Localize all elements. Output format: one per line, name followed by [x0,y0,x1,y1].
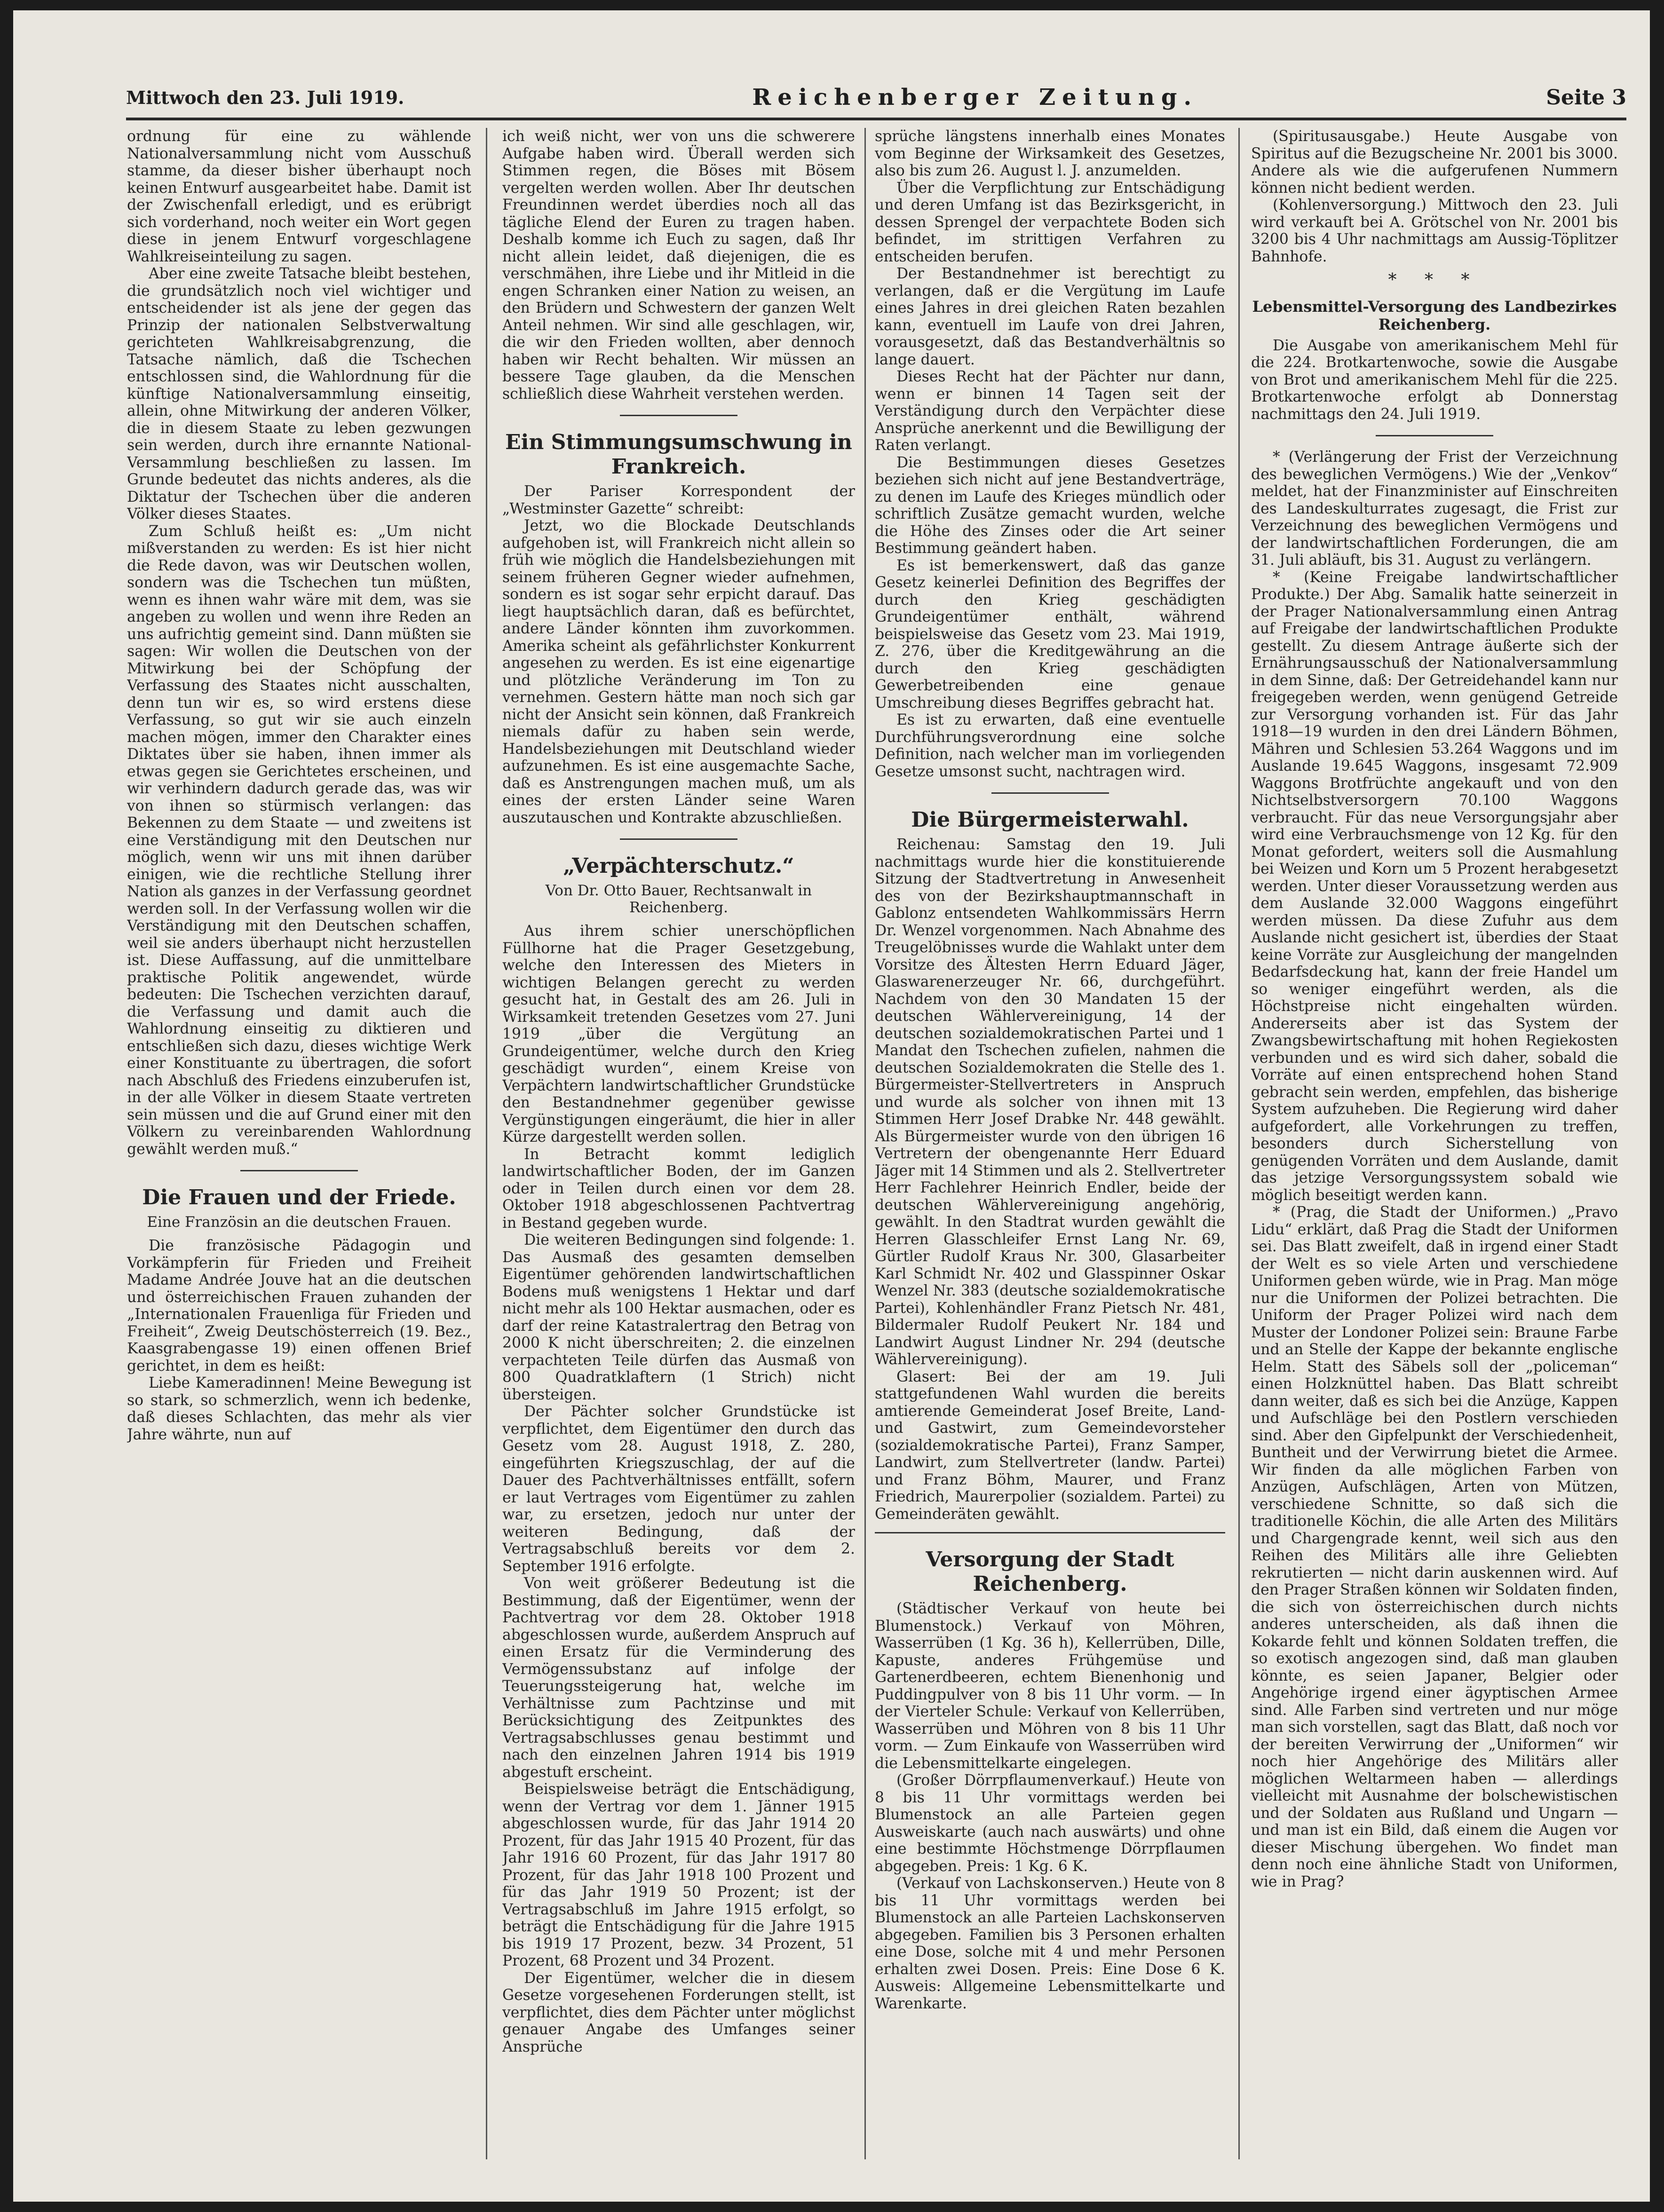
article-paragraph: Die weiteren Bedingungen sind folgende: 1. Das Ausmaß des gesamten demselben Eigentümer gehörenden landwirtschaftlichen Bodens muß wenigstens 1 Hektar und darf nicht mehr als 100 Hektar ausmachen, oder es darf der reine Katastralertrag den Betrag von 2000 K nicht überschreiten; 2. die einzelnen verpachteten Teile dürfen das Ausmaß von 800 Quadratklaftern (1 Strich) nicht übersteigen. [502,1232,855,1403]
article-paragraph: Der Pächter solcher Grundstücke ist verpflichtet, dem Eigentümer den durch das Gesetz vom 28. August 1918, Z. 280, eingeführten Kriegszuschlag, der auf die Dauer des Pachtverhältnisses entfällt, sofern er laut Vertrages vom Eigentümer zu zahlen war, zu ersetzen, jedoch nur unter der weiteren Bedingung, daß der Vertragsabschluß bereits vor dem 2. September 1916 erfolgte. [502,1403,855,1575]
article-paragraph: sprüche längstens innerhalb eines Monates vom Beginne der Wirksamkeit des Gesetzes, also bis zum 26. August l. J. anzumelden. [875,128,1225,179]
article-paragraph: (Verkauf von Lachskonserven.) Heute von 8 bis 11 Uhr vormittags werden bei Blumenstock an alle Parteien Lachskonserven abgegeben. Familien bis 3 Personen erhalten eine Dose, solche mit 4 und mehr Personen erhalten zwei Dosen. Preis: Eine Dose 6 K. Ausweis: Allgemeine Lebensmittelkarte und Warenkarte. [875,1875,1225,2012]
masthead [126,81,1626,114]
article-paragraph: Die Ausgabe von amerikanischem Mehl für die 224. Brotkartenwoche, sowie die Ausgabe von Brot und amerikanischem Mehl für die 225. Brotkartenwoche erfolgt ab Donnerstag nachmittags den 24. Juli 1919. [1251,337,1618,423]
article-paragraph: ich weiß nicht, wer von uns die schwerere Aufgabe haben wird. Überall werden sich Stimmen regen, die Böses mit Bösem vergelten werden wollen. Aber Ihr deutschen Freundinnen werdet überdies noch all das tägliche Elend der Euren zu tragen haben. Deshalb komme ich Euch zu sagen, daß Ihr nicht allein leidet, daß diejenigen, die es verschmähen, ihre Liebe und ihr Mitleid in die engen Schranken einer Nation zu weisen, an den Brüdern und Schwestern der ganzen Welt Anteil nehmen. Wir sind alle geschlagen, wir, die wir den Frieden wollten, aber dennoch haben wir Recht behalten. Wir müssen an bessere Tage glauben, da die Menschen schließlich diese Wahrheit verstehen werden. [502,128,855,403]
article-divider [240,1170,358,1171]
section-divider [875,1532,1225,1533]
article-divider [991,792,1109,794]
article-paragraph: Dieses Recht hat der Pächter nur dann, wenn er binnen 14 Tagen seit der Verständigung durch den Verpächter diese Ansprüche anerkennt und die Bewilligung der Raten verlangt. [875,368,1225,454]
article-paragraph: ordnung für eine zu wählende Nationalversammlung nicht vom Ausschuß stamme, da dieser bisher überhaupt noch keinen Entwurf ausgearbeitet habe. Damit ist der Zwischenfall erledigt, und es erübrigt sich vorderhand, noch weiter ein Wort gegen diese in jenem Entwurf vorgeschlagene Wahlkreiseinteilung zu sagen. [127,128,471,265]
headline-frauen: Die Frauen und der Friede. [142,1185,456,1209]
newspaper-page [13,10,1650,2202]
article-paragraph: (Spiritusausgabe.) Heute Ausgabe von Spiritus auf die Bezugscheine Nr. 2001 bis 3000. Andere als wie die aufgerufenen Nummern können nicht bedient werden. [1251,128,1618,197]
headline-versorgung: Versorgung der Stadt Reichenberg. [926,1548,1174,1596]
article-paragraph: (Großer Dörrpflaumenverkauf.) Heute von 8 bis 11 Uhr vormittags werden bei Blumenstock an alle Parteien gegen Ausweiskarte (auch nach auswärts) und ohne eine bestimmte Höchstmenge Dörrpflaumen abgegeben. Preis: 1 Kg. 6 K. [875,1772,1225,1875]
headline-frankreich: Ein Stimmungsumschwung in Frankreich. [505,430,852,479]
column-rule [486,128,487,2159]
subheadline-frauen: Eine Französin an die deutschen Frauen. [147,1214,452,1231]
byline-pacht: Von Dr. Otto Bauer, Rechtsanwalt in Reichenberg. [545,882,812,916]
section-stars: * * * [1388,270,1481,290]
article-divider [620,415,737,416]
newspaper-title: Reichenberger Zeitung. [752,84,1198,111]
headline-buergermeisterwahl: Die Bürgermeisterwahl. [911,808,1189,832]
column-4 [1251,128,1618,2164]
column-3 [875,128,1225,2164]
article-paragraph: Zum Schluß heißt es: „Um nicht mißverstanden zu werden: Es ist hier nicht die Rede davon, was wir Deutschen wollen, sondern was die Tschechen tun müßten, wenn es ihnen wahr wäre mit dem, was sie angeben zu wollen und wenn ihre Reden an uns aufrichtig gemeint sind. Dann müßten sie sagen: Wir wollen die Deutschen von der Mitwirkung bei der Schöpfung der Verfassung des Staates nicht ausschalten, denn tun wir es, so wird erstens diese Verfassung, so gut wir sie auch einzeln machen mögen, immer den Charakter eines Diktates über sie haben, ihnen immer als etwas gegen sie Gerichtetes erscheinen, und wir verhindern dadurch gerade das, was wir von ihnen so stürmisch verlangen: das Bekennen zu dem Staate — und zweitens ist eine Verständigung mit den Deutschen nur möglich, wenn wir uns mit ihnen darüber einigen, wie die rechtliche Stellung ihrer Nation als ganzes in der Verfassung geordnet werden soll. In der Verfassung wollen wir die Verständigung mit den Deutschen schaffen, weil sie anders überhaupt nicht herzustellen ist. Diese Auffassung, auf die unmittelbare praktische Politik angewendet, würde bedeuten: Die Tschechen verzichten darauf, die Verfassung und damit auch die Wahlordnung einseitig zu diktieren und entschließen sich dazu, dieses wichtige Werk einer Konstituante zu übertragen, die sofort nach Abschluß des Friedens einzuberufen ist, in der alle Völker in diesem Staate vertreten sein müssen und die auf Grund einer mit den Völkern zu vereinbarenden Wahlordnung gewählt werden muß.“ [127,522,471,1158]
column-rule [1238,128,1240,2159]
article-paragraph: Über die Verpflichtung zur Entschädigung und deren Umfang ist das Bezirksgericht, in dessen Sprengel der verpachtete Boden sich befindet, im strittigen Verfahren zu entscheiden berufen. [875,179,1225,265]
article-paragraph: Der Eigentümer, welcher die in diesem Gesetze vorgesehenen Forderungen stellt, ist verpflichtet, dies dem Pächter unter möglichst genauer Angabe des Umfanges seiner Ansprüche [502,1969,855,2055]
article-paragraph: Reichenau: Samstag den 19. Juli nachmittags wurde hier die konstituierende Sitzung der Stadtvertretung in Anwesenheit des von der Bezirkshauptmannschaft in Gablonz entsendeten Wahlkommissärs Herrn Dr. Wenzel vorgenommen. Nach Abnahme des Treugelöbnisses wurde die Wahlakt unter dem Vorsitze des Ältesten Herrn Eduard Jäger, Glaswarenerzeuger Nr. 66, durchgeführt. Nachdem von den 30 Mandaten 15 der deutschen Wählervereinigung, 14 der deutschen sozialdemokratischen Partei und 1 Mandat den Tschechen zufielen, nahmen die deutschen Sozialdemokraten die Stelle des 1. Bürgermeister-Stellvertreters in Anspruch und wurde als solcher von ihnen mit 13 Stimmen Herr Josef Drabke Nr. 448 gewählt. Als Bürgermeister wurde von den übrigen 16 Vertretern der obengenannte Herr Eduard Jäger mit 14 Stimmen und als 2. Stellvertreter Herr Fachlehrer Heinrich Endler, beide der deutschen Wählervereinigung angehörig, gewählt. In den Stadtrat wurden gewählt die Herren Glasschleifer Ernst Lang Nr. 69, Gürtler Rudolf Kraus Nr. 300, Glasarbeiter Karl Schmidt Nr. 402 und Glasspinner Oskar Wenzel Nr. 383 (deutsche sozialdemokratische Partei), Kohlenhändler Franz Pietsch Nr. 481, Bildermaler Rudolf Peukert Nr. 184 und Landwirt August Lindner Nr. 294 (deutsche Wählervereinigung). [875,836,1225,1368]
headline-landbezirk: Lebensmittel-Versorgung des Landbezirkes Reichenberg. [1252,297,1617,333]
article-paragraph: (Kohlenversorgung.) Mittwoch den 23. Juli wird verkauft bei A. Grötschel von Nr. 2001 bis 3200 bis 4 Uhr nachmittags am Aussig-Töplitzer Bahnhofe. [1251,197,1618,265]
headline-verpaechterschutz: „Verpächterschutz.“ [563,854,794,878]
article-paragraph: Aus ihrem schier unerschöpflichen Füllhorne hat die Prager Gesetzgebung, welche den Interessen des Mieters in wichtigen Belangen gerecht zu werden gesucht hat, in Gestalt des am 26. Juli in Wirksamkeit tretenden Gesetzes vom 27. Juni 1919 „über die Vergütung an Grundeigentümer, welche durch den Krieg geschädigt wurden“, einem Kreise von Verpächtern landwirtschaftlicher Grundstücke den Bestandnehmer gegenüber gewisse Vergünstigungen eingeräumt, die hier in aller Kürze dargestellt werden sollen. [502,923,855,1146]
article-paragraph: Es ist bemerkenswert, daß das ganze Gesetz keinerlei Definition des Begriffes der durch den Krieg geschädigten Grundeigentümer enthält, während beispielsweise das Gesetz vom 23. Mai 1919, Z. 276, über die Kreditgewährung an die durch den Krieg geschädigten Gewerbetreibenden eine genaue Umschreibung dieses Begriffes gebracht hat. [875,557,1225,711]
article-paragraph: Aber eine zweite Tatsache bleibt bestehen, die grundsätzlich noch viel wichtiger und entscheidender ist als jene der gegen das Prinzip der nationalen Selbstverwaltung gerichteten Wahlkreisabgrenzung, die Tatsache nämlich, daß die Tschechen entschlossen sind, die Wahlordnung für die künftige Nationalversammlung einseitig, allein, ohne Mitwirkung der anderen Völker, die in diesem Staate zu leben gezwungen sein werden, durch ihre ernannte National-Versammlung beschließen zu lassen. Im Grunde bedeutet das nichts anderes, als die Diktatur der Tschechen über die anderen Völker dieses Staates. [127,265,471,522]
article-paragraph: Die französische Pädagogin und Vorkämpferin für Frieden und Freiheit Madame Andrée Jouve hat an die deutschen und österreichischen Frauen zuhanden der „Internationalen Frauenliga für Frieden und Freiheit“, Zweig Deutschösterreich (19. Bez., Kaasgrabengasse 19) einen offenen Brief gerichtet, in dem es heißt: [127,1237,471,1375]
issue-date: Mittwoch den 23. Juli 1919. [126,87,404,108]
article-paragraph: Glasert: Bei der am 19. Juli stattgefundenen Wahl wurden die bereits amtierende Gemeinderat Josef Breite, Land- und Gastwirt, zum Gemeindevorsteher (sozialdemokratische Partei), Franz Samper, Landwirt, zum Stellvertreter (landw. Partei) und Franz Böhm, Maurer, und Franz Friedrich, Maurerpolier (sozialdem. Partei) zu Gemeinderäten gewählt. [875,1368,1225,1523]
article-paragraph: Es ist zu erwarten, daß eine eventuelle Durchführungsverordnung eine solche Definition, nach welcher man im vorliegenden Gesetze umsonst sucht, nachtragen wird. [875,711,1225,780]
article-paragraph: Der Pariser Korrespondent der „Westminster Gazette“ schreibt: [502,483,855,517]
article-paragraph: (Städtischer Verkauf von heute bei Blumenstock.) Verkauf von Möhren, Wasserrüben (1 Kg. 36 h), Kellerrüben, Dille, Kapuste, anderes Frühgemüse und Gartenerdbeeren, echtem Bienenhonig und Puddingpulver von 8 bis 11 Uhr vorm. — In der Vierteler Schule: Verkauf von Kellerrüben, Wasserrüben und Möhren von 8 bis 11 Uhr vorm. — Zum Einkaufe von Wasserrüben wird die Lebensmittelkarte eingelegen. [875,1600,1225,1772]
article-paragraph: Der Bestandnehmer ist berechtigt zu verlangen, daß er die Vergütung im Laufe eines Jahres in drei gleichen Raten bezahlen kann, eventuell im Laufe von drei Jahren, vorausgesetzt, daß das Bestandverhältnis so lange dauert. [875,265,1225,368]
masthead-rule [126,118,1626,120]
column-2 [502,128,855,2164]
article-paragraph: Von weit größerer Bedeutung ist die Bestimmung, daß der Eigentümer, wenn der Pachtvertrag vor dem 28. Oktober 1918 abgeschlossen wurde, außerdem Anspruch auf einen Ersatz für die Verminderung des Vermögenssubstanz auf infolge der Teuerungssteigerung hat, welche im Verhältnisse zum Pachtzinse und mit Berücksichtigung des Zeitpunktes des Vertragsabschlusses genau bestimmt und nach den einzelnen Jahren 1914 bis 1919 abgestuft erscheint. [502,1575,855,1781]
page-number: Seite 3 [1546,85,1626,110]
article-paragraph: Die Bestimmungen dieses Gesetzes beziehen sich nicht auf jene Bestandverträge, zu denen im Laufe des Krieges mündlich oder schriftlich Zusätze gemacht wurden, welche die Höhe des Zinses oder die Art seiner Bestimmung geändert haben. [875,454,1225,557]
article-paragraph: In Betracht kommt lediglich landwirtschaftlicher Boden, der im Ganzen oder in Teilen durch einen vor dem 28. Oktober 1918 abgeschlossenen Pachtvertrag in Bestand gegeben wurde. [502,1146,855,1232]
article-paragraph: Beispielsweise beträgt die Entschädigung, wenn der Vertrag vor dem 1. Jänner 1915 abgeschlossen wurde, für das Jahr 1914 20 Prozent, für das Jahr 1915 40 Prozent, für das Jahr 1916 60 Prozent, für das Jahr 1917 80 Prozent, für das Jahr 1918 100 Prozent und für das Jahr 1919 50 Prozent; ist der Vertragsabschluß im Jahre 1915 erfolgt, so beträgt die Entschädigung für die Jahre 1915 bis 1919 17 Prozent, bezw. 34 Prozent, 51 Prozent, 68 Prozent und 34 Prozent. [502,1781,855,1969]
article-paragraph: * (Prag, die Stadt der Uniformen.) „Pravo Lidu“ erklärt, daß Prag die Stadt der Uniformen sei. Das Blatt zweifelt, daß in irgend einer Stadt der Welt es so viele Arten und verschiedene Uniformen geben würde, wie in Prag. Man möge nur die Uniformen der Polizei betrachten. Die Uniform der Prager Polizei wird nach dem Muster der Londoner Polizei sein: Braune Farbe und an Stelle der Kappe der bekannte englische Helm. Statt des Säbels soll der „policeman“ einen Holzknüttel haben. Das Blatt schreibt dann weiter, daß es sich bei die Anzüge, Kappen und Aufschläge bei den Postlern verschieden sind. Aber den Gipfelpunkt der Verschiedenheit, Buntheit und der Verwirrung bietet die Armee. Wir finden da alle möglichen Farben von Anzügen, Aufschlägen, Arten von Mützen, verschiedene Schnitte, so daß sich die traditionelle Köchin, die alle Arten des Militärs und Chargengrade kennt, weil sich aus den Reihen des Militärs alle ihre Geliebten rekrutierten — nicht darin auskennen wird. Auf den Prager Straßen können wir Soldaten finden, die sich von österreichischen durch nichts anderes unterscheiden, als daß ihnen die Kokarde fehlt und können Soldaten treffen, die so exotisch angezogen sind, daß man glauben könnte, es seien Japaner, Belgier oder Angehörige irgend einer ägyptischen Armee sind. Alle Farben sind vertreten und nur möge man sich vorstellen, sagt das Blatt, daß noch vor der bereiten Verwirrung der „Uniformen“ wir noch hier Angehörige des Militärs aller möglichen Weltarmeen haben — allerdings vielleicht mit Ausnahme der bolschewistischen und der Soldaten aus Rußland und Ungarn — und man ist ein Bild, daß einem die Augen vor dieser Mischung übergehen. Wo findet man denn noch eine ähnliche Stadt von Uniformen, wie in Prag? [1251,1204,1618,1890]
article-paragraph: Liebe Kameradinnen! Meine Bewegung ist so stark, so schmerzlich, wenn ich bedenke, daß dieses Schlachten, das mehr als vier Jahre währte, nun auf [127,1375,471,1443]
article-paragraph: * (Keine Freigabe landwirtschaftlicher Produkte.) Der Abg. Samalik hatte seinerzeit in der Prager Nationalversammlung einen Antrag auf Freigabe der landwirtschaftlichen Produkte gestellt. Zu diesem Antrage äußerte sich der Ernährungsausschuß der Nationalversammlung in dem Sinne, daß: Der Getreidehandel kann nur freigegeben werden, wenn genügend Getreide zur Versorgung vorhanden ist. Für das Jahr 1918—19 wurden in den drei Ländern Böhmen, Mähren und Schlesien 53.264 Waggons und im Auslande 19.645 Waggons, insgesamt 72.909 Waggons Brotfrüchte angekauft und von den Nichtselbstversorgern 70.100 Waggons verbraucht. Für das neue Versorgungsjahr aber wird eine Verbrauchsmenge von 12 Kg. für den Monat gefordert, weiters soll die Ausmahlung bei Weizen und Korn um 5 Prozent herabgesetzt werden. Unter dieser Voraussetzung werden aus dem Auslande 32.000 Waggons eingeführt werden müssen. Da diese Zufuhr aus dem Auslande nicht gesichert ist, überdies der Staat keine Vorräte zur Ausgleichung der mangelnden Bedarfsdeckung hat, kann der freie Handel um so weniger eingeführt werden, als die Höchstpreise nicht eingehalten würden. Andererseits aber ist das System der Zwangsbewirtschaftung mit hohen Regiekosten verbunden und es wird sich daher, sobald die Vorräte auf einen entsprechend hohen Stand gebracht sein werden, empfehlen, das bisherige System aufzuheben. Die Regierung wird daher aufgefordert, alle Vorkehrungen zu treffen, besonders durch Sicherstellung von genügenden Vorräten und dem Auslande, damit das jetzige Versorgungssystem sobald wie möglich beseitigt werden kann. [1251,569,1618,1204]
column-1 [127,128,471,2164]
article-divider [620,838,737,840]
column-rule [864,128,866,2159]
article-paragraph: * (Verlängerung der Frist der Verzeichnung des beweglichen Vermögens.) Wie der „Venkov“ meldet, hat der Finanzminister auf Einschreiten des Landeskulturrates zugesagt, die Frist zur Verzeichnung des beweglichen Vermögens und der landwirtschaftlichen Forderungen, die am 31. Juli abläuft, bis 31. August zu verlängern. [1251,449,1618,569]
article-divider [1376,435,1493,436]
article-paragraph: Jetzt, wo die Blockade Deutschlands aufgehoben ist, will Frankreich nicht allein so früh wie möglich die Handelsbeziehungen mit seinem früheren Gegner wieder aufnehmen, sondern es ist sogar sehr erpicht darauf. Das liegt hauptsächlich daran, daß es befürchtet, andere Länder könnten ihm zuvorkommen. Amerika scheint als gefährlichster Konkurrent angesehen zu werden. Es ist eine eigenartige und plötzliche Veränderung im Ton zu vernehmen. Gestern hätte man noch sich gar nicht der Ansicht sein können, daß Frankreich niemals dafür zu haben sein werde, Handelsbeziehungen mit Deutschland wieder aufzunehmen. Es ist eine ausgemachte Sache, daß es Anstrengungen machen muß, um als eines der ersten Länder seine Waren auszutauschen und Kontrakte abzuschließen. [502,517,855,826]
